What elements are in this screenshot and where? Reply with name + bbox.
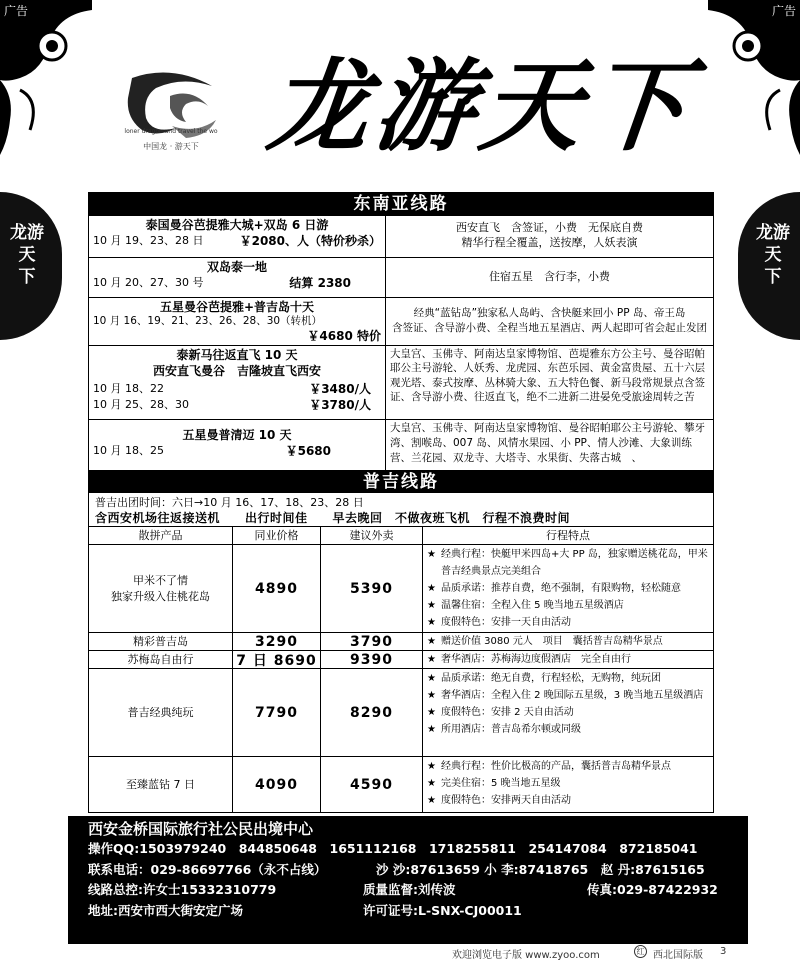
star-icon: ★	[427, 761, 436, 772]
star-icon: ★	[427, 583, 436, 594]
route-features: 住宿五星 含行李，小费	[489, 270, 610, 283]
feature-item	[427, 651, 709, 668]
feature-text: 完美住宿：5 晚当地五星级	[441, 778, 561, 789]
feature-item	[427, 704, 709, 721]
route-features: 大皇宫、玉佛寺、阿南达皇家博物馆、曼谷昭帕耶公主号游轮、攀牙湾、割喉岛、007 岛、风情水果园、小 PP、情人沙滩、大象训练营、兰花园、双龙寺、大塔寺、水果街、失落古城 、	[390, 422, 705, 464]
star-icon: ★	[427, 654, 436, 665]
route-features: 西安直飞 含签证，小费 无保底自费 精华行程全覆盖，送按摩，人妖表演	[456, 221, 643, 249]
route-price: 结算 2380	[289, 276, 351, 290]
feature-item	[427, 670, 709, 687]
side-tab-char: 下	[764, 267, 782, 287]
retail-price: 4590	[321, 757, 423, 812]
route-dates: 10 月 25、28、30	[93, 398, 189, 411]
route-title: 双岛泰一地	[206, 260, 267, 274]
star-icon: ★	[427, 795, 436, 806]
side-tab-right	[738, 192, 800, 340]
table-row	[89, 650, 713, 668]
retail-price: 5390	[321, 545, 423, 632]
page-number: 3	[720, 946, 727, 957]
wholesale-price: 7790	[233, 669, 321, 756]
phuket-section	[88, 470, 714, 813]
route-row	[89, 215, 713, 257]
product-name: 精彩普吉岛	[89, 633, 233, 650]
brand-title: 龙游天下	[262, 47, 700, 165]
company-name: 西安金桥国际旅行社公民出境中心	[88, 820, 314, 838]
feature-item	[427, 633, 709, 650]
feature-item	[427, 721, 709, 738]
contact-footer	[68, 816, 748, 944]
ad-tag-left: 广告	[0, 0, 32, 21]
feature-text: 经典行程：性价比极高的产品，囊括普吉岛精华景点	[441, 761, 671, 772]
side-tab-char: 游	[773, 223, 790, 243]
table-row	[89, 756, 713, 812]
feature-text: 奢华酒店：苏梅海边度假酒店 完全自由行	[441, 654, 631, 665]
star-icon: ★	[427, 778, 436, 789]
star-icon: ★	[427, 724, 436, 735]
column-header: 散拼产品	[89, 527, 233, 544]
departure-info: 普吉出团时间：六日→10 月 16、17、18、23、28 日	[95, 496, 364, 509]
ornament-corner-right	[708, 0, 800, 155]
section-heading: 东南亚线路	[89, 193, 713, 215]
quality-supervision: 质量监督:刘传波	[363, 882, 456, 897]
wholesale-price: 7 日 8690	[233, 651, 321, 668]
route-price: ￥4680 特价	[307, 329, 381, 343]
table-header	[89, 526, 713, 544]
table-row	[89, 544, 713, 632]
license-number: 许可证号:L-SNX-CJ00011	[363, 902, 522, 918]
feature-text: 品质承诺：绝无自费，行程轻松，无购物，纯玩团	[441, 673, 661, 684]
route-title: 五星曼普清迈 10 天	[182, 428, 292, 442]
product-name: 至臻蓝钻 7 日	[89, 757, 233, 812]
route-dates: 10 月 18、22	[93, 382, 164, 395]
star-icon: ★	[427, 549, 436, 560]
route-row	[89, 297, 713, 345]
logo-english-text: loner dragon and travel the wo	[124, 128, 218, 135]
side-tab-left	[0, 192, 62, 340]
feature-item	[427, 597, 709, 614]
fax: 传真:029-87422932	[587, 882, 718, 897]
edition-badge: 红	[634, 945, 647, 958]
ad-tag-right: 广告	[768, 0, 800, 21]
route-title: 泰新马往返直飞 10 天	[176, 348, 298, 362]
route-price: ￥3780/人	[309, 398, 371, 412]
feature-item	[427, 580, 709, 597]
feature-text: 度假特色：安排两天自由活动	[441, 795, 571, 806]
route-price: ￥2080、人（特价秒杀）	[239, 234, 381, 248]
feature-text: 度假特色：安排一天自由活动	[441, 617, 571, 628]
feature-item	[427, 792, 709, 809]
star-icon: ★	[427, 600, 436, 611]
feature-text: 经典行程：快艇甲米四岛+大 PP 岛，独家赠送桃花岛，甲米普吉经典景点完美组合	[441, 549, 708, 577]
section-heading: 普吉线路	[89, 471, 713, 493]
route-features: 大皇宫、玉佛寺、阿南达皇家博物馆、芭堤雅东方公主号、曼谷昭帕耶公主号游轮、人妖秀、龙虎园、东芭乐园、黄金富贵屋、五十六层观光塔、泰式按摩、丛林骑大象、五大特色餐、新马段常规景点含签证、含导游小费、往返直飞，绝不二进新二进晏免受旅途周转之苦	[390, 348, 705, 404]
side-tab-char: 天	[18, 245, 36, 265]
column-header: 同业价格	[233, 527, 321, 544]
supervisor: 线路总控:许女士15332310779	[88, 882, 277, 897]
address: 地址:西安市西大街安定广场	[88, 902, 243, 918]
star-icon: ★	[427, 617, 436, 628]
feature-item	[427, 546, 709, 580]
star-icon: ★	[427, 636, 436, 647]
column-header: 建议外卖	[321, 527, 423, 544]
star-icon: ★	[427, 707, 436, 718]
wholesale-price: 4090	[233, 757, 321, 812]
phone: 联系电话：029-86697766（永不占线）	[88, 861, 327, 877]
column-header: 行程特点	[546, 529, 590, 542]
product-name: 普吉经典纯玩	[89, 669, 233, 756]
wholesale-price: 4890	[233, 545, 321, 632]
route-price: ￥3480/人	[309, 382, 371, 396]
southeast-asia-section	[88, 192, 714, 472]
retail-price: 3790	[321, 633, 423, 650]
product-name: 甲米不了情 独家升级入住桃花岛	[89, 545, 233, 632]
side-tab-char: 龙	[10, 223, 27, 243]
website-text: 欢迎浏览电子版 www.zyoo.com	[452, 950, 600, 960]
feature-text: 所用酒店：普吉岛希尔顿或同级	[441, 724, 581, 735]
feature-text: 品质承诺：推荐自费，绝不强制，有限购物，轻松随意	[441, 583, 681, 594]
bottom-bar	[0, 944, 800, 960]
feature-item	[427, 758, 709, 775]
feature-text: 赠送价值 3080 元人 项目 囊括普吉岛精华景点	[441, 636, 663, 647]
feature-text: 温馨住宿：全程入住 5 晚当地五星级酒店	[441, 600, 624, 611]
product-name: 苏梅岛自由行	[89, 651, 233, 668]
qq-line: 操作QQ:1503979240 844850648 1651112168 1718255811 254147084 872185041	[88, 841, 698, 856]
star-icon: ★	[427, 673, 436, 684]
wholesale-price: 3290	[233, 633, 321, 650]
table-row	[89, 632, 713, 650]
edition-name: 西北国际版	[653, 950, 703, 960]
table-row	[89, 668, 713, 756]
contacts: 沙 沙:87613659 小 李:87418765 赵 丹:87615165	[376, 861, 705, 877]
route-title-2: 西安直飞曼谷 吉隆坡直飞西安	[152, 364, 321, 378]
feature-text: 度假特色：安排 2 天自由活动	[441, 707, 574, 718]
star-icon: ★	[427, 690, 436, 701]
slogan: 含西安机场往返接送机 出行时间佳 早去晚回 不做夜班飞机 行程不浪费时间	[95, 511, 571, 525]
feature-text: 奢华酒店：全程入住 2 晚国际五星级，3 晚当地五星级酒店	[441, 690, 704, 701]
route-subline: 10 月 16、19、21、23、26、28、30（转机）	[93, 315, 323, 327]
route-features: 经典“蓝钻岛”独家私人岛屿、含快艇来回小 PP 岛、帝王岛 含签证、含导游小费、全程当地五星酒店、两人起即可省会起止发团	[392, 307, 707, 334]
route-dates: 10 月 20、27、30 号	[93, 276, 204, 289]
route-row	[89, 419, 713, 471]
route-title: 五星曼谷芭提雅+普吉岛十天	[159, 300, 315, 314]
side-tab-char: 下	[18, 267, 36, 287]
ornament-corner-left	[0, 0, 92, 155]
feature-item	[427, 775, 709, 792]
side-tab-char: 龙	[756, 223, 773, 243]
logo-chinese-text: 中国龙 · 游天下	[143, 142, 199, 151]
retail-price: 9390	[321, 651, 423, 668]
route-row	[89, 345, 713, 419]
route-dates: 10 月 18、25	[93, 444, 164, 457]
side-tab-char: 游	[27, 223, 44, 243]
feature-item	[427, 687, 709, 704]
route-title: 泰国曼谷芭提雅大城+双岛 6 日游	[145, 218, 329, 232]
retail-price: 8290	[321, 669, 423, 756]
route-dates: 10 月 19、23、28 日	[93, 234, 204, 247]
feature-item	[427, 614, 709, 631]
route-row	[89, 257, 713, 297]
side-tab-char: 天	[764, 245, 782, 265]
route-price: ￥5680	[285, 444, 331, 458]
